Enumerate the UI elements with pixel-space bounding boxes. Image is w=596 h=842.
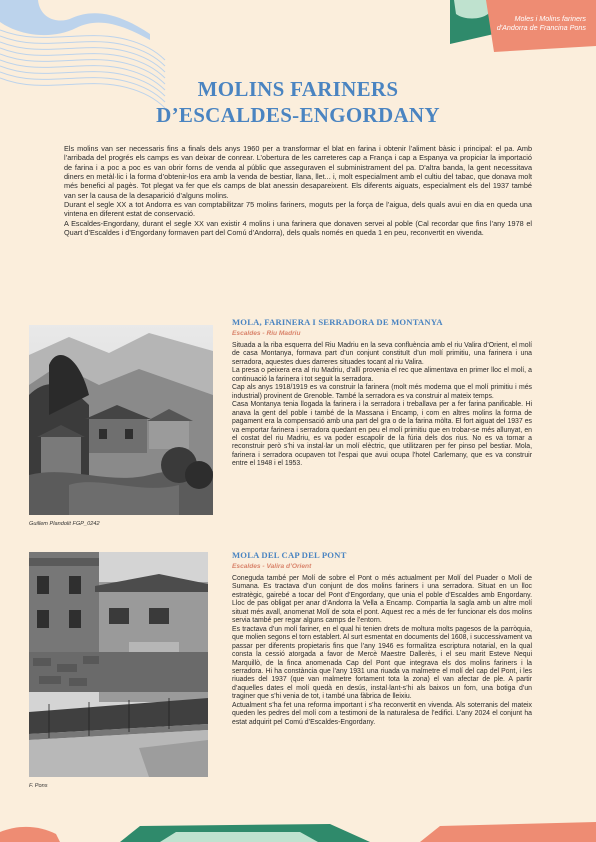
section-2-paragraph-1: Coneguda també per Molí de sobre el Pont o més actualment per Molí del Puader o Molí de Sumana. Es tractava d’un conjunt de dos molins fariners i una serradora. Situat en un lloc estratègic, gairebé a tocar del Pont d’Engordany, que unia el poble d’Escaldes amb Engordany. Lloc de pas obligat per anar d’Andorra la Vella a Encamp. Compartia la sagla amb un altre molí situat més avall, anomenat Molí de sota el pont. Aquest rec a més de fer funcionar els dos molins servia també per regar alguns camps de l’entorn.: [232, 575, 532, 625]
series-tag: [468, 14, 586, 32]
mola-cap-del-pont-photo-caption: F. Pons: [29, 783, 48, 789]
section-1-paragraph-3: Cap als anys 1918/1919 es va construir la farinera (molt més moderna que el molí primitiu i més industrial) provinent de Grenoble. També la serradora es va construir al mateix temps.: [232, 384, 532, 400]
intro-paragraph-3: A Escaldes-Engordany, durant el segle XX van existir 4 molins i una farinera que donaven servei al poble (Cal recordar que fins l’any 1978 el Quart d’Escaldes i d’Engordany formaven part del Comú d’Andorra), dels quals només en queda 1 en peu, reconvertit en vivenda.: [64, 218, 532, 238]
series-tag-line-2: d'Andorra de Francina Pons: [496, 23, 586, 32]
section-1-body: [232, 342, 532, 469]
series-tag-line-1: Moles i Molins fariners: [514, 14, 586, 23]
section-2-body: [232, 575, 532, 727]
section-2-subtitle: Escaldes - Valira d’Orient: [232, 563, 312, 570]
mola-montanya-photo-caption: Guillem Plandolit FGP_0242: [29, 521, 100, 527]
section-2-title: MOLA DEL CAP DEL PONT: [232, 550, 347, 560]
page-title-line-1: MOLINS FARINERS: [197, 77, 399, 101]
mola-cap-del-pont-photo: [29, 552, 208, 777]
section-2-paragraph-3: Actualment s’ha fet una reforma important i s’ha reconvertit en vivenda. Als soterranis del mateix queden les pedres del molí com a testimoni de la naturalesa de l’edifici. L’any 2024 el conjunt ha estat adquirit pel Comú d’Escaldes-Engordany.: [232, 701, 532, 726]
intro-paragraph-2: Durant el segle XX a tot Andorra es van comptabilitzar 75 molins fariners, moguts per la força de l’aigua, dels quals avui en dia en queda una vintena en diferent estat de conservació.: [64, 200, 532, 219]
section-1-title: MOLA, FARINERA I SERRADORA DE MONTANYA: [232, 317, 443, 327]
section-1-subtitle: Escaldes - Riu Madriu: [232, 330, 301, 337]
section-2-paragraph-2: Es tractava d’un molí fariner, en el qual hi tenien drets de moltura molts pagesos de la parròquia, que molien segons el torn establert. Al surt esmentat en documents del 1608, i successivament va passar per diferents propietaris fins que l’any 1946 es formalitza escriptura notarial, en la qual consta la cessió atorgada a favor de Mercè Maestre Dallerès, i el seu marit Esteve Nequi Marquillò, de la finca anomenada Cap del Pont que integrava els dos molins fariners i la serradora. Hi ha constància que l’any 1931 una riuada va malmetre el molí del cap del Pont, i les riuades del 1937 (que van malmetre fortament tota la zona) el van afectar de ple. A partir d’aquelles dates el molí quedà en desús, instal·lant-s’hi als baixos un forn, una botiga d’un traginer que s’hi venia de tot, i també una fàbrica de lleixiu.: [232, 625, 532, 701]
mola-montanya-photo: [29, 325, 213, 515]
intro-paragraph-1: Els molins van ser necessaris fins a finals dels anys 1960 per a transformar el blat en farina i obtenir l’aliment bàsic i principal: el pa. Amb l’arribada del progrés els camps es van deixar de conrear. L’obertura de les carreteres cap a França i cap a Espanya va propiciar la importació de farina i a poc a poc es van obrir forns de venda al públic que asseguraven el subministrament del pa. D’altra banda, la gent necessitava diners en metàl·lic i la forma d’obtenir-los era amb la venda de bestiar, llana, llet... i, molt especialment amb el cultiu del tabac, que donava molt més benefici al pagès. Tot plegat va fer que els camps de blat anessin desapareixent. Els diferents aiguats, especialment els del 1937 també van ser la causa de la desaparició d’alguns molins.: [64, 144, 532, 200]
bottom-shapes-decoration: [0, 812, 596, 842]
page-title: [60, 76, 536, 128]
intro-text: [64, 144, 532, 237]
section-1-paragraph-1: Situada a la riba esquerra del Riu Madriu en la seva confluència amb el riu Valira d’Orient, el molí de casa Montanya, formava part d’un conjunt constituït d’un molí primitiu, una farinera i una serradora, aquestes dues darreres situades tocant al riu Valira.: [232, 342, 532, 366]
section-1-paragraph-2: La presa o peixera era al riu Madriu, d’allí provenia el rec que alimentava en primer lloc el molí, a continuació la farinera i tot seguit la serradora.: [232, 367, 532, 383]
section-1-paragraph-4: Casa Montanya tenia llogada la farinera i la serradora i treballava per a fer farina panificable. Hi anava la gent del poble i també de la Massana i Encamp, i com en altres molins la forma de pagament era la compensació amb una part del gra o de la farina mòlta. El fort aiguat del 1937 es va emportar farinera i serradora quedant en peu el molí primitiu que en trobar-se més allunyat, en el costat del riu Madriu, es va poder escapolir de la fúria dels dos rius. No es va tornar a reconstruir però s’hi va instal·lar un molí elèctric, que utilitzaren per fer pinso pel bestiar. Mola, farinera i serradora ocupaven tot l’espai que avui ocupa l’hotel Carlemany, que es va construir entre el 1948 i el 1953.: [232, 401, 532, 468]
page-title-line-2: D’ESCALDES-ENGORDANY: [156, 103, 440, 127]
